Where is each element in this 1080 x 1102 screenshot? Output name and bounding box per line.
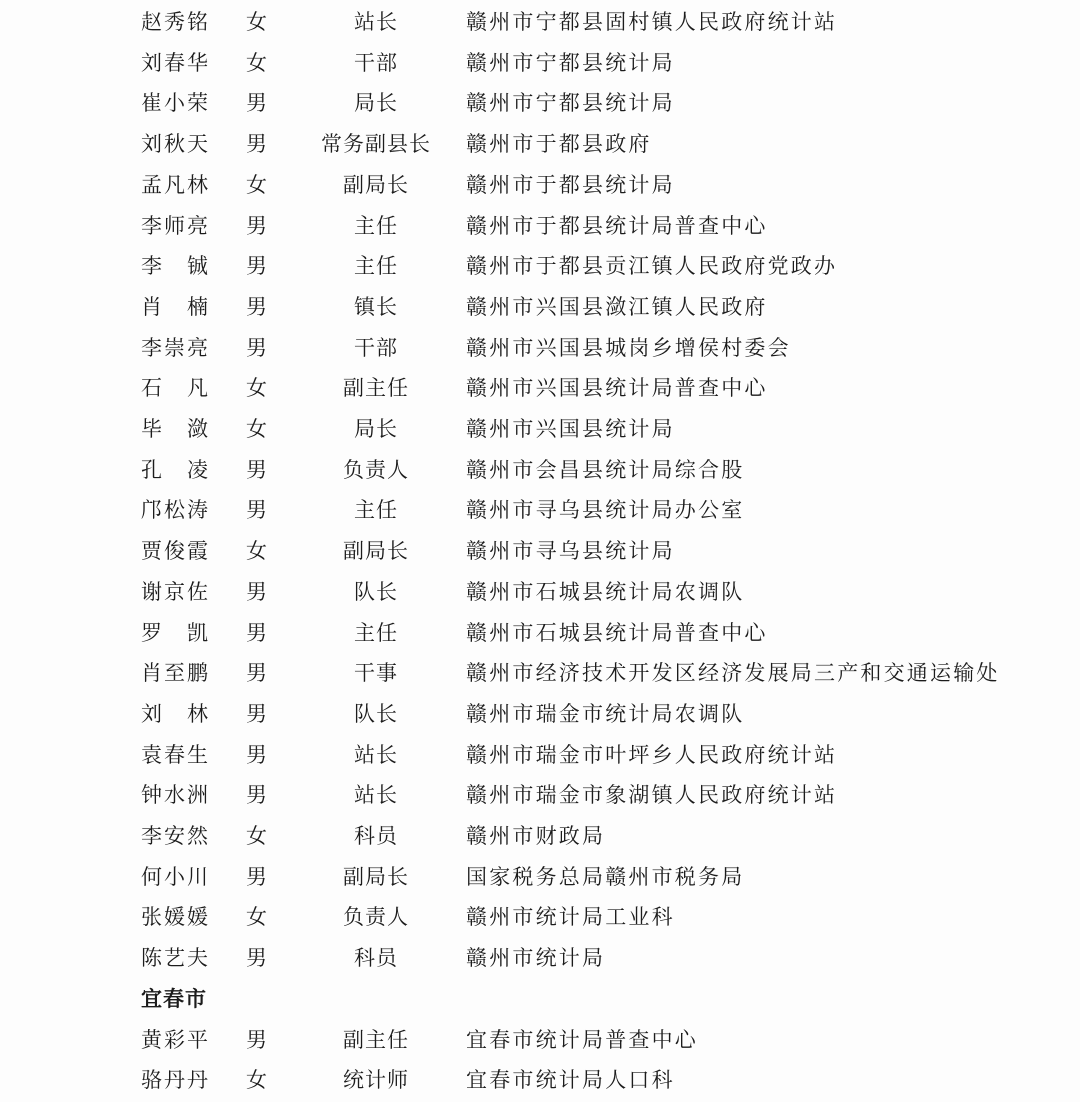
person-title: 队长 — [354, 579, 398, 604]
person-name: 赵秀铭 — [141, 10, 210, 34]
person-title: 站长 — [354, 10, 398, 34]
list-item — [0, 409, 1080, 449]
list-item — [0, 490, 1080, 530]
person-title: 副主任 — [343, 376, 409, 401]
person-gender: 女 — [246, 417, 268, 441]
list-item — [0, 450, 1080, 490]
person-gender: 女 — [246, 10, 268, 34]
person-organization: 赣州市寻乌县统计局办公室 — [466, 498, 745, 523]
list-item — [0, 328, 1080, 368]
person-name: 毕 潋 — [141, 417, 210, 441]
person-name: 刘秋天 — [141, 132, 210, 157]
list-item — [0, 124, 1080, 164]
person-name: 罗 凯 — [141, 620, 210, 645]
person-organization: 赣州市瑞金市叶坪乡人民政府统计站 — [466, 742, 838, 767]
person-organization: 赣州市统计局工业科 — [466, 905, 675, 930]
person-gender: 男 — [246, 661, 268, 686]
person-title: 镇长 — [354, 294, 398, 319]
list-item — [0, 206, 1080, 246]
person-name: 贾俊霞 — [141, 539, 210, 564]
person-organization: 赣州市兴国县统计局普查中心 — [466, 376, 768, 401]
person-organization: 赣州市财政局 — [466, 824, 606, 848]
person-organization: 赣州市石城县统计局普查中心 — [466, 620, 768, 645]
person-organization: 赣州市兴国县潋江镇人民政府 — [466, 294, 768, 319]
person-gender: 男 — [246, 294, 268, 319]
person-gender: 男 — [246, 783, 268, 808]
person-title: 科员 — [354, 946, 398, 971]
person-organization: 赣州市统计局 — [466, 946, 606, 971]
person-gender: 男 — [246, 213, 268, 238]
person-title: 负责人 — [343, 457, 409, 482]
list-item — [0, 287, 1080, 327]
person-title: 局长 — [354, 91, 398, 116]
person-name: 谢京佐 — [141, 579, 210, 604]
person-title: 主任 — [354, 620, 398, 645]
person-gender: 男 — [246, 579, 268, 604]
person-gender: 女 — [246, 824, 268, 848]
person-gender: 男 — [246, 742, 268, 767]
list-item — [0, 83, 1080, 123]
person-gender: 女 — [246, 539, 268, 564]
person-organization: 赣州市兴国县统计局 — [466, 417, 675, 441]
person-title: 主任 — [354, 498, 398, 523]
person-organization: 赣州市石城县统计局农调队 — [466, 579, 745, 604]
list-item — [0, 531, 1080, 571]
list-item — [0, 368, 1080, 408]
list-item — [0, 2, 1080, 42]
person-name: 肖 楠 — [141, 294, 210, 319]
person-gender: 男 — [246, 701, 268, 726]
person-gender: 男 — [246, 132, 268, 157]
list-item — [0, 694, 1080, 734]
person-title: 干事 — [354, 661, 398, 686]
person-gender: 女 — [246, 172, 268, 197]
person-name: 李崇亮 — [141, 335, 210, 360]
person-gender: 男 — [246, 946, 268, 971]
person-title: 科员 — [354, 824, 398, 848]
person-gender: 女 — [246, 50, 268, 75]
person-title: 队长 — [354, 701, 398, 726]
person-organization: 赣州市兴国县城岗乡增侯村委会 — [466, 335, 791, 360]
person-title: 统计师 — [343, 1068, 409, 1093]
person-name: 孔 凌 — [141, 457, 210, 482]
person-name: 袁春生 — [141, 742, 210, 767]
person-gender: 男 — [246, 254, 268, 279]
person-title: 副局长 — [343, 539, 409, 564]
person-name: 张媛媛 — [141, 905, 210, 930]
person-title: 干部 — [354, 50, 398, 75]
person-gender: 女 — [246, 1068, 268, 1093]
person-organization: 赣州市于都县统计局 — [466, 172, 675, 197]
person-gender: 女 — [246, 376, 268, 401]
list-item — [0, 775, 1080, 815]
list-item — [0, 897, 1080, 937]
person-gender: 男 — [246, 91, 268, 116]
list-item — [0, 165, 1080, 205]
person-organization: 赣州市宁都县统计局 — [466, 91, 675, 116]
person-organization: 赣州市于都县贡江镇人民政府党政办 — [466, 254, 838, 279]
section-header: 宜春市 — [141, 985, 207, 1011]
person-gender: 男 — [246, 335, 268, 360]
person-organization: 赣州市寻乌县统计局 — [466, 539, 675, 564]
person-title: 副局长 — [343, 172, 409, 197]
person-name: 崔小荣 — [141, 91, 210, 116]
list-item — [0, 43, 1080, 83]
person-name: 邝松涛 — [141, 498, 210, 523]
person-name: 黄彩平 — [141, 1027, 210, 1052]
person-organization: 赣州市于都县政府 — [466, 132, 652, 157]
person-name: 骆丹丹 — [141, 1068, 210, 1093]
person-gender: 女 — [246, 905, 268, 930]
person-organization: 赣州市瑞金市统计局农调队 — [466, 701, 745, 726]
person-organization: 赣州市会昌县统计局综合股 — [466, 457, 745, 482]
person-gender: 男 — [246, 620, 268, 645]
person-title: 站长 — [354, 742, 398, 767]
person-organization: 国家税务总局赣州市税务局 — [466, 864, 745, 889]
person-title: 主任 — [354, 213, 398, 238]
list-item — [0, 938, 1080, 978]
person-gender: 男 — [246, 457, 268, 482]
person-organization: 赣州市于都县统计局普查中心 — [466, 213, 768, 238]
person-name: 刘春华 — [141, 50, 210, 75]
person-name: 李 铖 — [141, 254, 210, 279]
person-title: 干部 — [354, 335, 398, 360]
person-organization: 宜春市统计局人口科 — [466, 1068, 675, 1093]
list-item — [0, 1020, 1080, 1060]
person-organization: 赣州市瑞金市象湖镇人民政府统计站 — [466, 783, 838, 808]
person-name: 李师亮 — [141, 213, 210, 238]
list-item — [0, 735, 1080, 775]
list-item — [0, 572, 1080, 612]
person-gender: 男 — [246, 864, 268, 889]
list-item — [0, 816, 1080, 856]
person-name: 石 凡 — [141, 376, 210, 401]
person-gender: 男 — [246, 1027, 268, 1052]
person-name: 孟凡林 — [141, 172, 210, 197]
list-item — [0, 857, 1080, 897]
person-organization: 宜春市统计局普查中心 — [466, 1027, 698, 1052]
person-name: 李安然 — [141, 824, 210, 848]
person-organization: 赣州市经济技术开发区经济发展局三产和交通运输处 — [466, 661, 1000, 686]
person-title: 常务副县长 — [321, 132, 431, 157]
person-organization: 赣州市宁都县统计局 — [466, 50, 675, 75]
list-item — [0, 653, 1080, 693]
person-title: 主任 — [354, 254, 398, 279]
person-name: 陈艺夫 — [141, 946, 210, 971]
person-name: 何小川 — [141, 864, 210, 889]
person-title: 站长 — [354, 783, 398, 808]
list-item — [0, 1060, 1080, 1100]
person-title: 副局长 — [343, 864, 409, 889]
person-title: 局长 — [354, 417, 398, 441]
person-gender: 男 — [246, 498, 268, 523]
person-name: 肖至鹏 — [141, 661, 210, 686]
list-item — [0, 246, 1080, 286]
person-name: 钟水洲 — [141, 783, 210, 808]
person-title: 副主任 — [343, 1027, 409, 1052]
person-name: 刘 林 — [141, 701, 210, 726]
person-organization: 赣州市宁都县固村镇人民政府统计站 — [466, 10, 838, 34]
list-item — [0, 613, 1080, 653]
person-title: 负责人 — [343, 905, 409, 930]
